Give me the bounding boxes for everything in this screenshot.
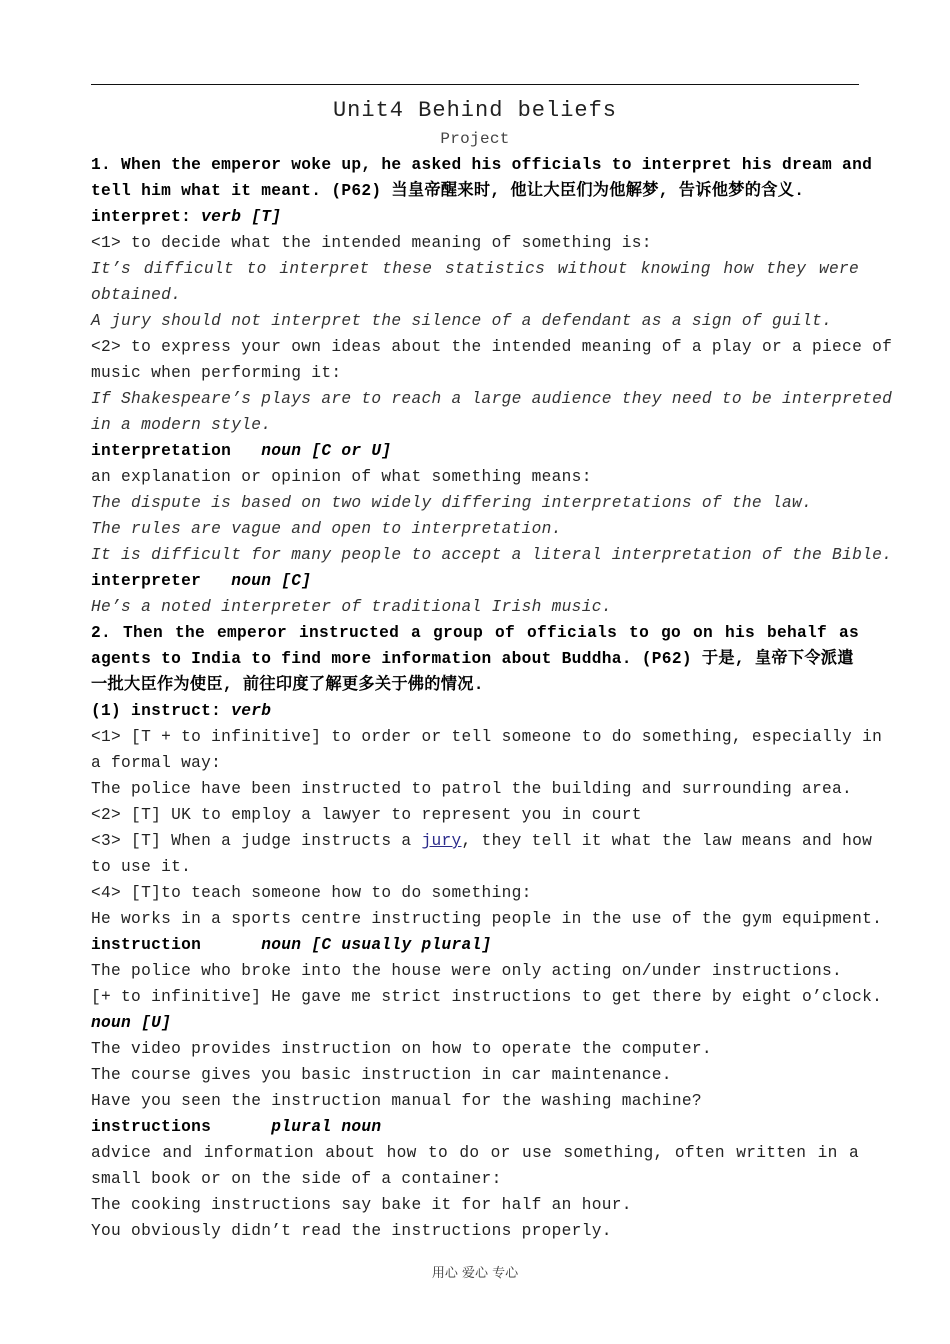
definition-line-jury [91,828,873,854]
definition-line: small book or on the side of a container: [91,1170,502,1188]
example-line: The video provides instruction on how to operate the computer. [91,1040,712,1058]
headword-interpretation: interpretation [91,442,262,460]
example-line: He’s a noted interpreter of traditional Irish music. [91,598,612,616]
sentence-2-line-3: 一批大臣作为使臣, 前往印度了解更多关于佛的情况. [91,676,484,694]
header-rule [91,84,859,85]
headword-interpret: interpret: [91,208,202,226]
entry-interpret [91,204,859,230]
headword-instructions: instructions [91,1118,272,1136]
sentence-1-line-1: 1. When the emperor woke up, he asked his officials to interpret his dream and [91,156,873,174]
example-line: The police have been instructed to patrol the building and surrounding area. [91,780,853,798]
definition-text: , they tell it what the law means and how [461,832,873,850]
pos-interpreter: noun [C] [231,572,312,590]
example-line: The police who broke into the house were only acting on/under instructions. [91,962,843,980]
document-subtitle: Project [440,130,510,148]
definition-line: music when performing it: [91,364,342,382]
example-line: The course gives you basic instruction in car maintenance. [91,1066,672,1084]
example-line: Have you seen the instruction manual for the washing machine? [91,1092,702,1110]
example-line: A jury should not interpret the silence of a defendant as a sign of guilt. [91,312,833,330]
entry-instruction [91,932,859,958]
definition-line: <2> [T] UK to employ a lawyer to represent you in court [91,806,642,824]
definition-line: advice and information about how to do or use something, often written in a [91,1144,859,1162]
sentence-2-line-2: agents to India to find more information about Buddha. (P62) 于是, 皇帝下令派遣 [91,650,854,668]
headword-interpreter: interpreter [91,572,232,590]
definition-line: an explanation or opinion of what something means: [91,468,592,486]
pos-interpret: verb [T] [201,208,282,226]
example-line: The dispute is based on two widely differing interpretations of the law. [91,494,813,512]
example-line: [+ to infinitive] He gave me strict instructions to get there by eight o’clock. [91,988,883,1006]
entry-interpretation [91,438,859,464]
page-footer: 用心 爱心 专心 [431,1266,519,1281]
sentence-2-line-1: 2. Then the emperor instructed a group of officials to go on his behalf as [91,624,859,642]
document-title: Unit4 Behind beliefs [332,98,618,123]
definition-line: to use it. [91,858,192,876]
example-line: The rules are vague and open to interpretation. [91,520,562,538]
example-line: It’s difficult to interpret these statistics without knowing how they were [91,260,859,278]
example-line: He works in a sports centre instructing people in the use of the gym equipment. [91,910,883,928]
example-line: It is difficult for many people to accept a literal interpretation of the Bible. [91,546,893,564]
definition-line: <4> [T]to teach someone how to do something: [91,884,532,902]
definition-line: <1> [T + to infinitive] to order or tell someone to do something, especially in [91,728,883,746]
definition-line: a formal way: [91,754,222,772]
sentence-1-line-2: tell him what it meant. (P62) 当皇帝醒来时, 他让大臣们为他解梦, 告诉他梦的含义. [91,182,805,200]
jury-link[interactable]: jury [421,832,462,850]
example-line: If Shakespeare’s plays are to reach a large audience they need to be interpreted [91,390,893,408]
entry-interpreter [91,568,859,594]
document-body [91,152,893,1244]
headword-instruction: instruction [91,936,262,954]
example-line: The cooking instructions say bake it for half an hour. [91,1196,632,1214]
pos-interpretation: noun [C or U] [261,442,392,460]
pos-instructions: plural noun [271,1118,382,1136]
pos-instruction: noun [C usually plural] [261,936,492,954]
entry-instruct [91,698,859,724]
definition-line: <1> to decide what the intended meaning of something is: [91,234,652,252]
example-line: You obviously didn’t read the instructions properly. [91,1222,612,1240]
pos-instruct: verb [231,702,272,720]
example-line: obtained. [91,286,182,304]
entry-instructions [91,1114,859,1140]
headword-instruct: (1) instruct: [91,702,232,720]
pos-label: noun [U] [91,1014,172,1032]
example-line: in a modern style. [91,416,272,434]
definition-text: <3> [T] When a judge instructs a [91,832,422,850]
definition-line: <2> to express your own ideas about the intended meaning of a play or a piece of [91,338,893,356]
